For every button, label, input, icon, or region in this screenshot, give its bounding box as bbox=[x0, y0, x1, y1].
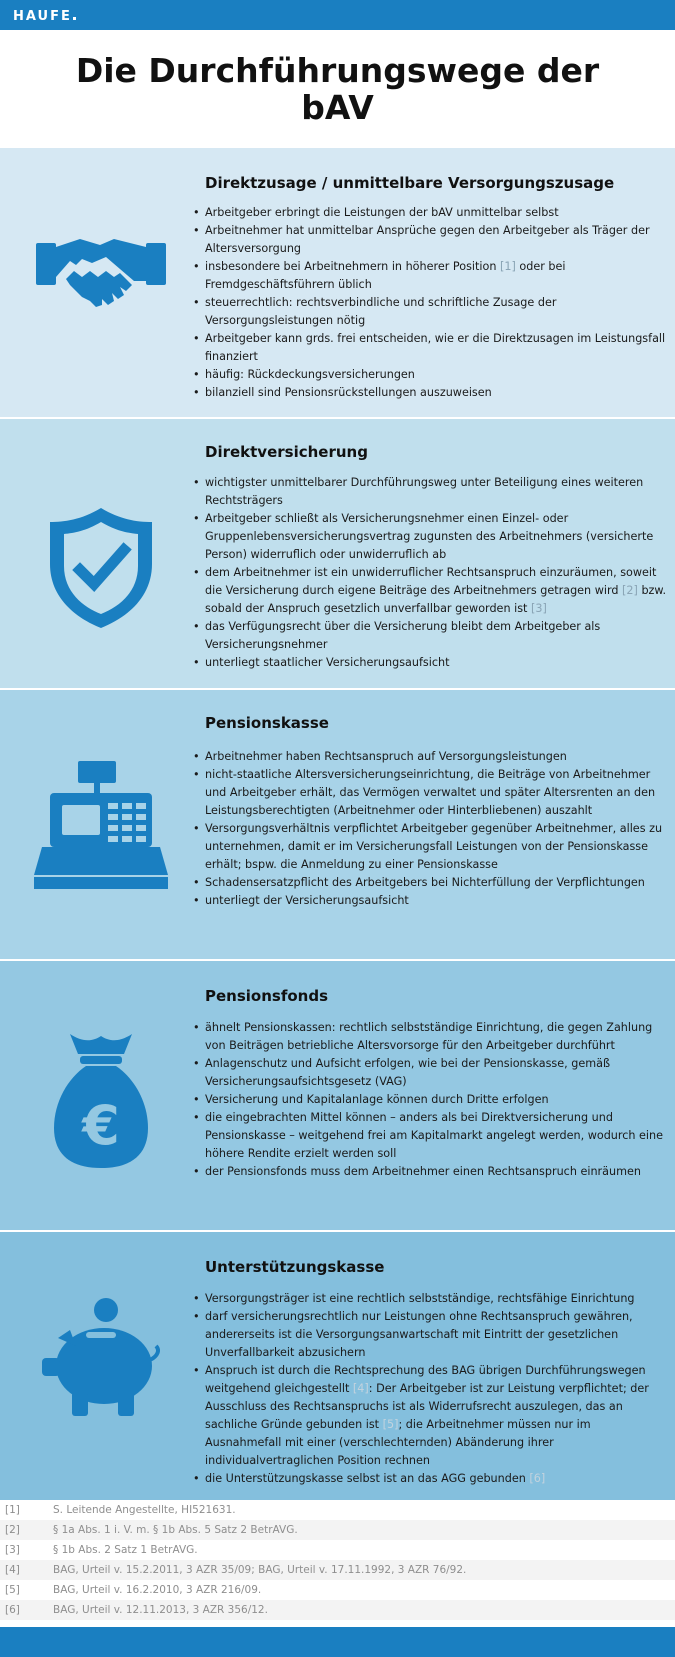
footer-bar bbox=[0, 1627, 675, 1657]
section-title: Direktzusage / unmittelbare Versorgungszusage bbox=[205, 174, 615, 192]
footnote-number: [5] bbox=[5, 1584, 20, 1596]
list-item: • Arbeitgeber kann grds. frei entscheiden, wie er die Direktzusagen im Leistungsfall finanziert bbox=[193, 330, 667, 366]
list-item: • die eingebrachten Mittel können – anders als bei Direktversicherung und Pensionskasse – weitgehend frei am Kapitalmarkt angelegt werden, wodurch eine höhere Rendite erzielt werden soll bbox=[193, 1109, 667, 1163]
list-item: • dem Arbeitnehmer ist ein unwiderruflicher Rechtsanspruch einzuräumen, soweit die Versicherung durch eigene Beiträge des Arbeitnehmers getragen wird [2] bzw. sobald der Anspruch gesetzlich unverfallbar geworden ist [3] bbox=[193, 564, 667, 618]
haufe-logo[interactable]: HAUFE bbox=[13, 9, 76, 24]
list-item: • wichtigster unmittelbarer Durchführungsweg unter Beteiligung eines weiteren Rechtsträgers bbox=[193, 474, 667, 510]
footnote bbox=[0, 1520, 675, 1540]
list-item: • unterliegt staatlicher Versicherungsaufsicht bbox=[193, 654, 667, 672]
list-item: • Arbeitnehmer hat unmittelbar Ansprüche gegen den Arbeitgeber als Träger der Altersversorgung bbox=[193, 222, 667, 258]
list-item: • Arbeitgeber schließt als Versicherungsnehmer einen Einzel- oder Gruppenlebensversicherungsvertrag zugunsten des Arbeitnehmers (versicherte Person) widerruflich oder unwiderruflich ab bbox=[193, 510, 667, 564]
bullet-list bbox=[193, 1290, 667, 1488]
footnote-ref[interactable]: [1] bbox=[500, 260, 516, 273]
footnote bbox=[0, 1600, 675, 1620]
list-item: • darf versicherungsrechtlich nur Leistungen ohne Rechtsanspruch gewähren, andererseits ist die Versorgungsanwartschaft mit Eintritt der gesetzlichen Unverfallbarkeit abzusichern bbox=[193, 1308, 667, 1362]
list-item: • Versorgungsverhältnis verpflichtet Arbeitgeber gegenüber Arbeitnehmer, alles zu unternehmen, damit er im Versicherungsfall Leistungen von der Pensionskasse erhält; bspw. die Anmeldung zu einer Pensionskasse bbox=[193, 820, 667, 874]
footnote-number: [4] bbox=[5, 1564, 20, 1576]
header-bar bbox=[0, 0, 675, 30]
footnote-number: [1] bbox=[5, 1504, 20, 1516]
list-item: • Schadensersatzpflicht des Arbeitgebers bei Nichterfüllung der Verpflichtungen bbox=[193, 874, 667, 892]
section-title: Pensionskasse bbox=[205, 714, 329, 732]
list-item: • Anspruch ist durch die Rechtsprechung des BAG übrigen Durchführungswegen weitgehend gleichgestellt [4]: Der Arbeitgeber ist zur Leistung verpflichtet; der Ausschluss des Rechtsanspruchs ist als Widerrufsrecht auszulegen, das an sachliche Gründe gebunden ist [5]; die Arbeitnehmer müssen nur im Ausnahmefall mit einer (verschlechternden) Abänderung ihrer individualvertraglichen Position rechnen bbox=[193, 1362, 667, 1470]
bullet-list bbox=[193, 204, 667, 402]
title-area bbox=[0, 30, 675, 148]
section-direktversicherung bbox=[0, 419, 675, 688]
list-item: • steuerrechtlich: rechtsverbindliche und schriftliche Zusage der Versorgungsleistungen nötig bbox=[193, 294, 667, 330]
list-item: • der Pensionsfonds muss dem Arbeitnehmer einen Rechtsanspruch einräumen bbox=[193, 1163, 667, 1181]
list-item: • Versorgungsträger ist eine rechtlich selbstständige, rechtsfähige Einrichtung bbox=[193, 1290, 667, 1308]
section-direktzusage bbox=[0, 148, 675, 417]
footnote bbox=[0, 1560, 675, 1580]
list-item: • Arbeitnehmer haben Rechtsanspruch auf Versorgungsleistungen bbox=[193, 748, 667, 766]
section-title: Unterstützungskasse bbox=[205, 1258, 385, 1276]
footnote-number: [3] bbox=[5, 1544, 20, 1556]
footnote-ref[interactable]: [3] bbox=[530, 602, 547, 615]
footnote-ref[interactable]: [5] bbox=[382, 1418, 399, 1431]
footnote-text: BAG, Urteil v. 15.2.2011, 3 AZR 35/09; BAG, Urteil v. 17.11.1992, 3 AZR 76/92. bbox=[53, 1564, 467, 1576]
section-pensionskasse bbox=[0, 690, 675, 959]
list-item: • unterliegt der Versicherungsaufsicht bbox=[193, 892, 667, 910]
list-item: • häufig: Rückdeckungsversicherungen bbox=[193, 366, 667, 384]
section-title: Pensionsfonds bbox=[205, 987, 329, 1005]
list-item: • nicht-staatliche Altersversicherungseinrichtung, die Beiträge von Arbeitnehmer und Arbeitgeber erhält, das Vermögen verwaltet und später Altersrenten an den Leistungsberechtigten (Arbeitnehmer oder Hinterbliebenen) auszahlt bbox=[193, 766, 667, 820]
handshake-icon bbox=[32, 218, 170, 318]
section-pensionsfonds bbox=[0, 961, 675, 1230]
footnote-number: [6] bbox=[5, 1604, 20, 1616]
list-item: • Versicherung und Kapitalanlage können durch Dritte erfolgen bbox=[193, 1091, 667, 1109]
cash-register-icon bbox=[32, 760, 170, 890]
list-item: • ähnelt Pensionskassen: rechtlich selbstständige Einrichtung, die gegen Zahlung von Beiträgen betriebliche Altersvorsorge für den Arbeitgeber durchführt bbox=[193, 1019, 667, 1055]
footnote-text: BAG, Urteil v. 16.2.2010, 3 AZR 216/09. bbox=[53, 1584, 262, 1596]
shield-check-icon bbox=[32, 503, 170, 633]
svg-text:€: € bbox=[82, 1094, 120, 1157]
section-unterstuetzungskasse bbox=[0, 1232, 675, 1500]
bullet-list bbox=[193, 474, 667, 672]
list-item: • Arbeitgeber erbringt die Leistungen der bAV unmittelbar selbst bbox=[193, 204, 667, 222]
footnote-text: BAG, Urteil v. 12.11.2013, 3 AZR 356/12. bbox=[53, 1604, 268, 1616]
list-item: • das Verfügungsrecht über die Versicherung bleibt dem Arbeitgeber als Versicherungsnehmer bbox=[193, 618, 667, 654]
footnote bbox=[0, 1500, 675, 1520]
bullet-list bbox=[193, 748, 667, 910]
footnote-ref[interactable]: [6] bbox=[529, 1472, 546, 1485]
footnote-text: § 1a Abs. 1 i. V. m. § 1b Abs. 5 Satz 2 BetrAVG. bbox=[53, 1524, 298, 1536]
list-item: • die Unterstützungskasse selbst ist an das AGG gebunden [6] bbox=[193, 1470, 667, 1488]
list-item: • Anlagenschutz und Aufsicht erfolgen, wie bei der Pensionskasse, gemäß Versicherungsaufsichtsgesetz (VAG) bbox=[193, 1055, 667, 1091]
list-item: • bilanziell sind Pensionsrückstellungen auszuweisen bbox=[193, 384, 667, 402]
section-title: Direktversicherung bbox=[205, 443, 368, 461]
list-item: • insbesondere bei Arbeitnehmern in höherer Position [1] oder bei Fremdgeschäftsführern üblich bbox=[193, 258, 667, 294]
footnote-text: § 1b Abs. 2 Satz 1 BetrAVG. bbox=[53, 1544, 198, 1556]
bullet-list bbox=[193, 1019, 667, 1181]
footnote-number: [2] bbox=[5, 1524, 20, 1536]
footnote bbox=[0, 1540, 675, 1560]
piggy-bank-icon bbox=[32, 1292, 170, 1422]
footnote bbox=[0, 1580, 675, 1600]
footnote-text: S. Leitende Angestellte, HI521631. bbox=[53, 1504, 236, 1516]
footnote-ref[interactable]: [2] bbox=[622, 584, 638, 597]
footnote-ref[interactable]: [4] bbox=[352, 1382, 369, 1395]
money-bag-euro-icon bbox=[32, 1031, 170, 1171]
page-title: Die Durchführungswege der bAV bbox=[75, 51, 600, 127]
